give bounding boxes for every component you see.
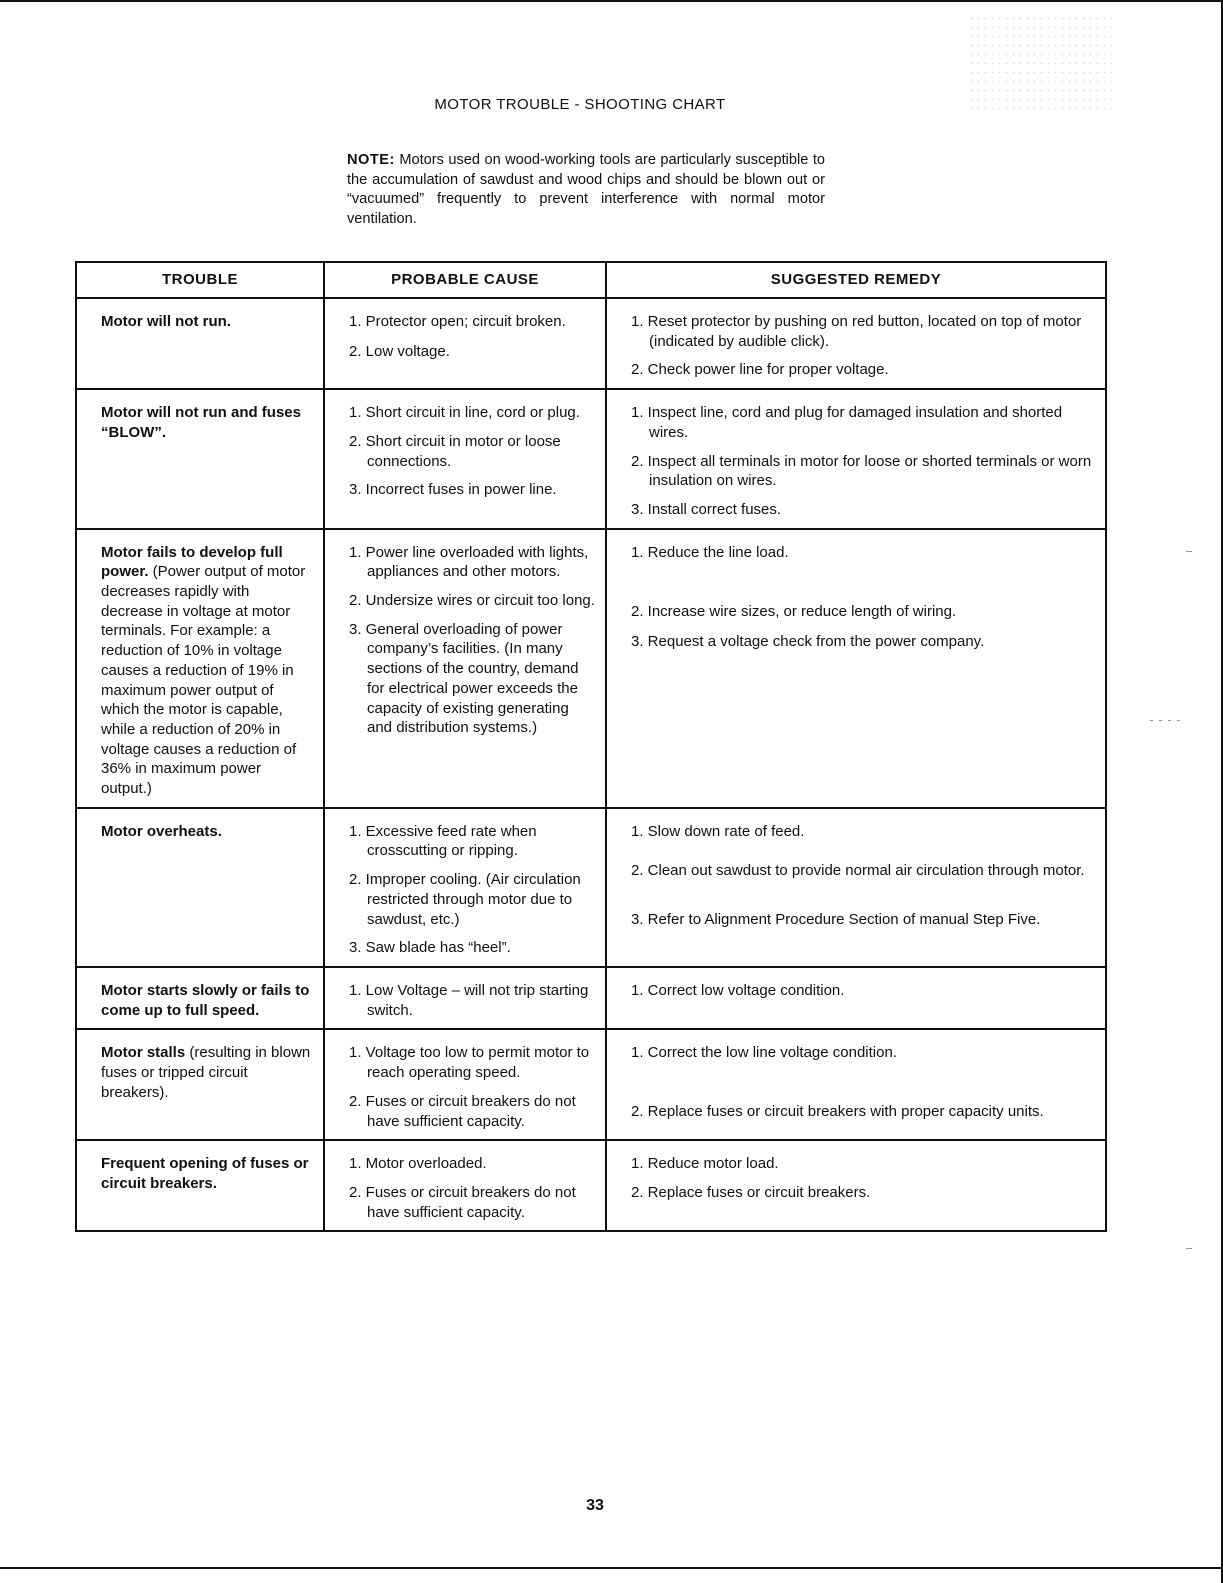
cause-cell xyxy=(324,1029,606,1140)
table-row xyxy=(76,389,1106,529)
note-text: Motors used on wood-working tools are particularly susceptible to the accumulation of sawdust and wood chips and should be blown out or “vacuumed” frequently to prevent interference with normal motor ventilation. xyxy=(347,152,825,227)
remedy-item: 2. Increase wire sizes, or reduce length of wiring. xyxy=(631,603,957,621)
cause-item: 1. Voltage too low to permit motor to reach operating speed. xyxy=(349,1044,590,1082)
trouble-label: Motor will not run and fuses “BLOW”. xyxy=(101,404,301,441)
trouble-cell xyxy=(76,298,324,389)
cause-item: 1. Motor overloaded. xyxy=(349,1155,487,1173)
header-trouble: TROUBLE xyxy=(76,262,324,298)
page-border-top xyxy=(0,0,1223,2)
stray-mark xyxy=(1150,720,1180,721)
table-row xyxy=(76,1029,1106,1140)
remedy-item: 2. Replace fuses or circuit breakers. xyxy=(631,1183,871,1201)
cause-cell xyxy=(324,1140,606,1231)
stray-mark xyxy=(1186,1248,1192,1249)
cause-item: 1. Excessive feed rate when crosscutting or ripping. xyxy=(349,822,537,860)
remedy-item: 1. Reset protector by pushing on red button, located on top of motor (indicated by audible click). xyxy=(631,313,1082,350)
cause-cell xyxy=(324,298,606,389)
note-label: NOTE: xyxy=(347,152,395,168)
page-number: 33 xyxy=(586,1497,604,1514)
trouble-detail: (resulting in blown fuses or tripped circuit breakers). xyxy=(101,1044,311,1101)
trouble-cell xyxy=(76,529,324,808)
page-title: MOTOR TROUBLE - SHOOTING CHART xyxy=(434,96,726,113)
trouble-cell xyxy=(76,808,324,967)
trouble-cell xyxy=(76,1140,324,1231)
header-probable-cause: PROBABLE CAUSE xyxy=(324,262,606,298)
remedy-item: 1. Slow down rate of feed. xyxy=(631,822,805,840)
remedy-cell xyxy=(606,1029,1106,1140)
remedy-item: 1. Inspect line, cord and plug for damaged insulation and shorted wires. xyxy=(631,404,1063,441)
trouble-cell xyxy=(76,1029,324,1140)
remedy-cell xyxy=(606,1140,1106,1231)
trouble-detail: (Power output of motor decreases rapidly with decrease in voltage at motor terminals. For example: a reduction of 10% in voltage causes a reduction of 19% in maximum power output of which the motor is capable, while a reduction of 20% in voltage causes a reduction of 36% in maximum power output.) xyxy=(101,563,306,798)
trouble-cell xyxy=(76,389,324,529)
remedy-item: 3. Refer to Alignment Procedure Section of manual Step Five. xyxy=(631,911,1041,929)
cause-item: 3. General overloading of power company’s facilities. (In many sections of the country, demand for electrical power exceeds the capacity of existing generating and distribution systems.) xyxy=(349,620,579,737)
cause-item: 1. Power line overloaded with lights, appliances and other motors. xyxy=(349,543,589,581)
cause-item: 1. Short circuit in line, cord or plug. xyxy=(349,404,580,422)
header-suggested-remedy: SUGGESTED REMEDY xyxy=(606,262,1106,298)
cause-item: 2. Fuses or circuit breakers do not have sufficient capacity. xyxy=(349,1183,576,1221)
cause-item: 3. Saw blade has “heel”. xyxy=(349,939,511,957)
stray-mark xyxy=(1186,551,1192,552)
cause-cell xyxy=(324,529,606,808)
remedy-item: 1. Correct low voltage condition. xyxy=(631,981,845,999)
cause-cell xyxy=(324,389,606,529)
remedy-cell xyxy=(606,529,1106,808)
cause-item: 3. Incorrect fuses in power line. xyxy=(349,481,557,499)
remedy-item: 2. Clean out sawdust to provide normal air circulation through motor. xyxy=(631,862,1085,880)
table-row xyxy=(76,967,1106,1029)
note-paragraph xyxy=(347,151,825,229)
remedy-item: 3. Install correct fuses. xyxy=(631,500,782,518)
cause-item: 1. Protector open; circuit broken. xyxy=(349,313,566,330)
table-row xyxy=(76,808,1106,967)
trouble-label: Motor overheats. xyxy=(101,822,222,840)
trouble-label: Motor starts slowly or fails to come up to full speed. xyxy=(101,981,310,1019)
cause-item: 1. Low Voltage – will not trip starting switch. xyxy=(349,981,589,1019)
cause-cell xyxy=(324,967,606,1029)
remedy-item: 1. Reduce the line load. xyxy=(631,543,789,561)
table-row xyxy=(76,1140,1106,1231)
remedy-item: 2. Replace fuses or circuit breakers with proper capacity units. xyxy=(631,1103,1044,1121)
remedy-cell xyxy=(606,389,1106,529)
remedy-item: 1. Reduce motor load. xyxy=(631,1155,779,1173)
trouble-cell xyxy=(76,967,324,1029)
trouble-label: Motor stalls xyxy=(101,1044,186,1062)
trouble-label: Motor will not run. xyxy=(101,313,231,330)
remedy-cell xyxy=(606,967,1106,1029)
page-border-bottom xyxy=(0,1567,1223,1569)
remedy-item: 3. Request a voltage check from the power company. xyxy=(631,633,985,651)
table-body xyxy=(76,298,1106,1231)
table-row xyxy=(76,298,1106,389)
trouble-shooting-table xyxy=(75,261,1107,1232)
remedy-cell xyxy=(606,298,1106,389)
table-row xyxy=(76,529,1106,808)
cause-item: 2. Low voltage. xyxy=(349,342,450,360)
table-header-row xyxy=(76,262,1106,298)
remedy-item: 2. Inspect all terminals in motor for loose or shorted terminals or worn insulation on wires. xyxy=(631,452,1092,490)
remedy-item: 1. Correct the low line voltage condition. xyxy=(631,1044,897,1062)
remedy-cell xyxy=(606,808,1106,967)
trouble-label: Motor fails to develop full power. xyxy=(101,543,283,581)
cause-cell xyxy=(324,808,606,967)
cause-item: 2. Undersize wires or circuit too long. xyxy=(349,592,595,610)
cause-item: 2. Improper cooling. (Air circulation restricted through motor due to sawdust, etc.) xyxy=(349,871,581,928)
cause-item: 2. Short circuit in motor or loose connections. xyxy=(349,432,561,470)
remedy-item: 2. Check power line for proper voltage. xyxy=(631,361,889,379)
trouble-label: Frequent opening of fuses or circuit breakers. xyxy=(101,1155,309,1192)
cause-item: 2. Fuses or circuit breakers do not have sufficient capacity. xyxy=(349,1092,576,1130)
